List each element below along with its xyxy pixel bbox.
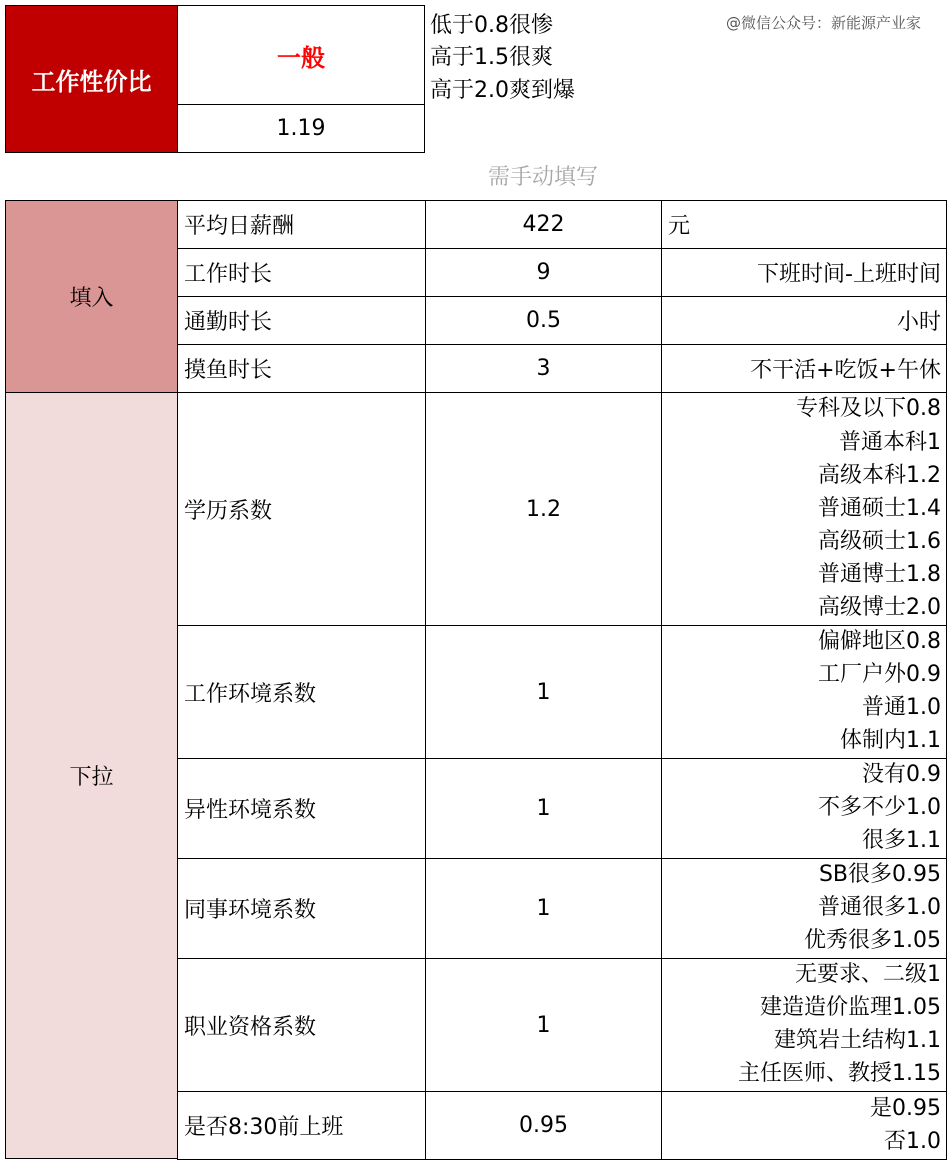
row-label: 学历系数 xyxy=(184,498,273,524)
row-options-cell xyxy=(661,758,947,859)
option-item: 高级硕士1.6 xyxy=(818,528,941,554)
row-label-cell xyxy=(177,296,426,345)
row-options-cell xyxy=(661,625,947,759)
option-item: SB很多0.95 xyxy=(818,862,941,888)
row-value[interactable]: 1 xyxy=(536,796,551,821)
option-item: 普通博士1.8 xyxy=(818,562,941,588)
row-value-cell[interactable] xyxy=(425,248,662,297)
row-label: 异性环境系数 xyxy=(184,798,317,823)
option-item: 不多不少1.0 xyxy=(818,795,941,821)
row-value[interactable]: 0.95 xyxy=(519,1113,568,1138)
row-label-cell xyxy=(177,392,426,626)
row-value-cell[interactable] xyxy=(425,344,662,393)
option-item: 主任医师、教授1.15 xyxy=(738,1061,941,1087)
row-label-cell xyxy=(177,200,426,249)
row-unit-cell xyxy=(661,248,947,297)
row-label: 是否8:30前上班 xyxy=(184,1115,344,1140)
group-pull-cell xyxy=(5,392,178,1159)
option-item: 工厂户外0.9 xyxy=(818,662,941,688)
page-title: 工作性价比 xyxy=(31,67,152,96)
row-label-cell xyxy=(177,758,426,859)
score-value: 1.19 xyxy=(276,116,326,141)
manual-fill-note: 需手动填写 xyxy=(487,165,598,190)
row-value-cell[interactable] xyxy=(425,625,662,759)
row-value-cell[interactable] xyxy=(425,1091,662,1160)
row-unit: 下班时间-上班时间 xyxy=(757,262,941,287)
row-unit: 不干活+吃饭+午休 xyxy=(750,358,941,383)
row-label: 通勤时长 xyxy=(184,310,273,335)
option-item: 是0.95 xyxy=(870,1095,941,1121)
option-item: 建造造价监理1.05 xyxy=(760,995,941,1021)
option-item: 没有0.9 xyxy=(862,762,941,788)
option-item: 很多1.1 xyxy=(862,828,941,854)
row-label-cell xyxy=(177,248,426,297)
row-value[interactable]: 0.5 xyxy=(526,308,561,333)
row-label-cell xyxy=(177,858,426,959)
row-label-cell xyxy=(177,625,426,759)
row-label-cell xyxy=(177,958,426,1092)
watermark: @微信公众号：新能源产业家 xyxy=(726,14,922,32)
legend-line-1: 低于0.8很惨 xyxy=(430,13,553,38)
row-options-cell xyxy=(661,392,947,626)
group-fill-label: 填入 xyxy=(69,286,114,311)
row-label: 工作时长 xyxy=(184,262,273,287)
row-value[interactable]: 1 xyxy=(536,896,551,921)
row-options-cell xyxy=(661,1091,947,1160)
score-cell xyxy=(177,104,425,153)
option-item: 偏僻地区0.8 xyxy=(818,629,941,655)
option-item: 优秀很多1.05 xyxy=(804,928,941,954)
row-options-cell xyxy=(661,858,947,959)
row-value-cell[interactable] xyxy=(425,392,662,626)
option-item: 高级博士2.0 xyxy=(818,595,941,621)
row-value[interactable]: 9 xyxy=(536,260,551,285)
option-item: 无要求、二级1 xyxy=(795,962,941,988)
row-label: 摸鱼时长 xyxy=(184,358,273,383)
row-value[interactable]: 3 xyxy=(536,356,551,381)
row-unit: 元 xyxy=(668,214,691,239)
rating-level: 一般 xyxy=(277,43,325,72)
option-item: 否1.0 xyxy=(884,1129,941,1155)
option-item: 建筑岩土结构1.1 xyxy=(774,1028,941,1054)
row-value-cell[interactable] xyxy=(425,958,662,1092)
row-label: 同事环境系数 xyxy=(184,898,317,923)
rating-level-cell xyxy=(177,5,425,105)
row-label: 职业资格系数 xyxy=(184,1014,317,1040)
option-item: 普通1.0 xyxy=(862,695,941,721)
row-options-cell xyxy=(661,958,947,1092)
option-item: 高级本科1.2 xyxy=(818,462,941,488)
group-fill-cell xyxy=(5,200,178,393)
row-value-cell[interactable] xyxy=(425,758,662,859)
row-unit-cell xyxy=(661,344,947,393)
row-value-cell[interactable] xyxy=(425,296,662,345)
row-value-cell[interactable] xyxy=(425,200,662,249)
option-item: 普通硕士1.4 xyxy=(818,495,941,521)
legend-line-3: 高于2.0爽到爆 xyxy=(430,78,575,103)
row-unit-cell xyxy=(661,200,947,249)
row-value[interactable]: 1.2 xyxy=(526,496,561,522)
row-label: 平均日薪酬 xyxy=(184,214,295,239)
row-unit-cell xyxy=(661,296,947,345)
option-item: 体制内1.1 xyxy=(840,728,941,754)
row-label-cell xyxy=(177,1091,426,1160)
row-value[interactable]: 1 xyxy=(536,1012,551,1038)
row-label-cell xyxy=(177,344,426,393)
row-value-cell[interactable] xyxy=(425,858,662,959)
option-item: 专科及以下0.8 xyxy=(796,396,941,422)
option-item: 普通很多1.0 xyxy=(818,895,941,921)
row-unit: 小时 xyxy=(896,310,941,335)
option-item: 普通本科1 xyxy=(839,429,941,455)
row-value[interactable]: 1 xyxy=(536,679,551,705)
group-pull-label: 下拉 xyxy=(69,765,114,790)
row-value[interactable]: 422 xyxy=(522,212,565,237)
row-label: 工作环境系数 xyxy=(184,681,317,707)
legend-line-2: 高于1.5很爽 xyxy=(430,45,553,70)
title-cell xyxy=(5,5,178,153)
